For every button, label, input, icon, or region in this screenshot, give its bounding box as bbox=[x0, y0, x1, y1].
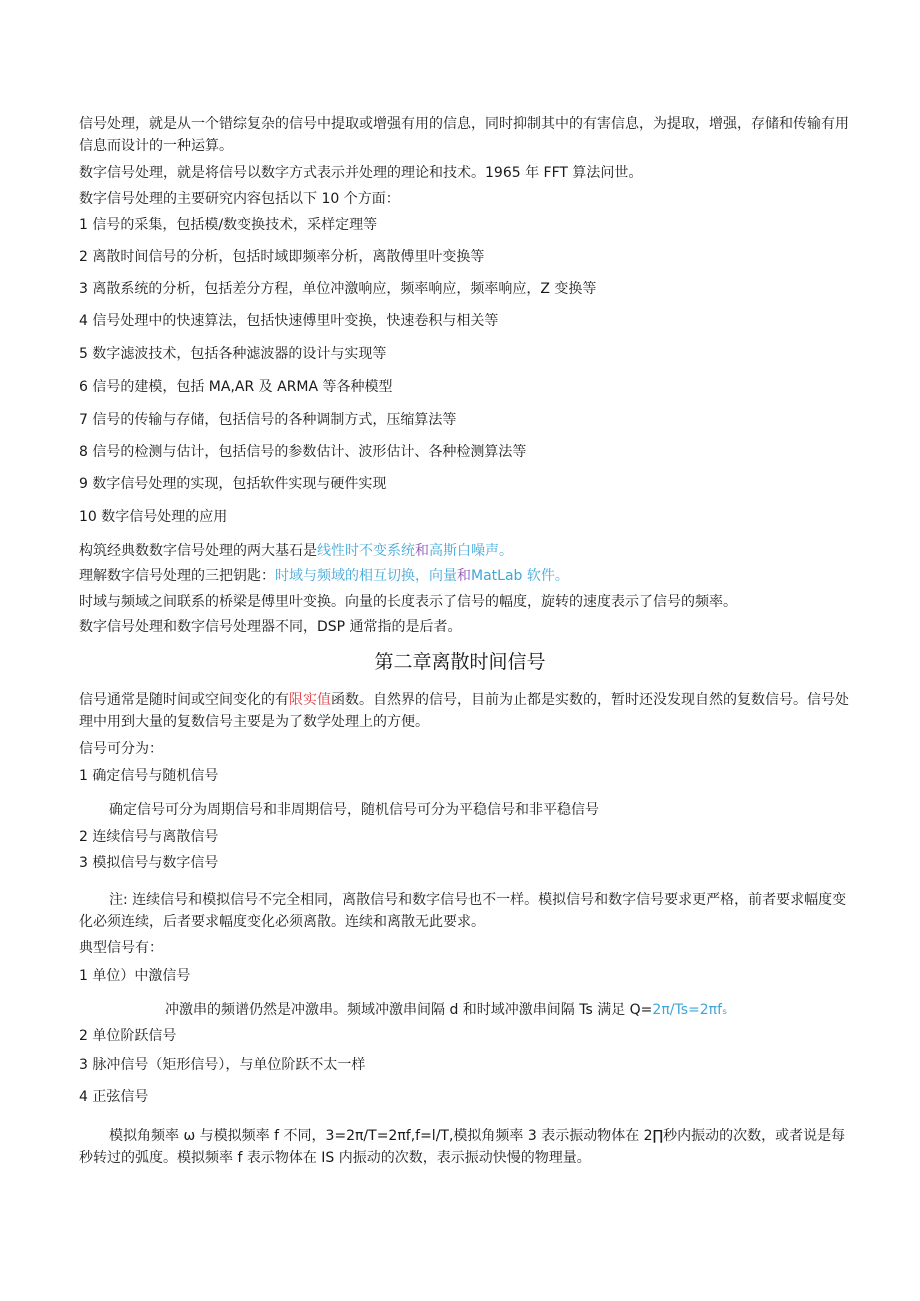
keys-term-domain: 时域与频域的相互切换，向量 bbox=[275, 568, 457, 584]
chapter-2-title: 第二章离散时间信号 bbox=[374, 651, 546, 673]
foundations-term-noise: 高斯白噪声。 bbox=[429, 543, 513, 559]
topic-item: 10 数字信号处理的应用 bbox=[79, 509, 228, 525]
chapter2-paragraph-1 bbox=[79, 689, 851, 733]
signal-note-paragraph: 注: 连续信号和模拟信号不完全相同，离散信号和数字信号也不一样。模拟信号和数字信号要求更严格，前者要求幅度变化必须连续，后者要求幅度变化必须离散。连续和离散无此要求。 bbox=[79, 892, 847, 930]
impulse-train-text: 冲激串的频谱仍然是冲激串。频域冲激串间隔 d 和时域冲激串间隔 Ts 满足 Q= bbox=[165, 1002, 653, 1018]
sine-paragraph: 模拟角频率 ω 与模拟频率 f 不同，3=2π/T=2πf,f=l/T,模拟角频率 3 表示振动物体在 2∏秒内振动的次数，或者说是每秒转过的弧度。模拟频率 f 表示物体在 IS 内振动的次数，表示振动快慢的物理量。 bbox=[79, 1128, 846, 1166]
topic-item: 1 信号的采集，包括模/数变换技术，采样定理等 bbox=[79, 217, 378, 233]
impulse-formula: 2π/Ts=2πfₛ bbox=[652, 1002, 728, 1018]
intro-paragraph-3: 数字信号处理的主要研究内容包括以下 10 个方面： bbox=[79, 191, 400, 207]
class-1-detail: 确定信号可分为周期信号和非周期信号，随机信号可分为平稳信号和非平稳信号 bbox=[109, 802, 599, 818]
typical-label: 典型信号有： bbox=[79, 940, 163, 956]
topic-item: 3 离散系统的分析，包括差分方程，单位冲激响应，频率响应，频率响应，Z 变换等 bbox=[79, 281, 597, 297]
foundations-line bbox=[79, 541, 849, 561]
foundations-prefix: 构筑经典数数字信号处理的两大基石是 bbox=[79, 543, 317, 559]
topic-item: 6 信号的建模，包括 MA,AR 及 ARMA 等各种模型 bbox=[79, 379, 393, 395]
intro-paragraph-1: 信号处理，就是从一个错综复杂的信号中提取或增强有用的信息，同时抑制其中的有害信息，为提取，增强，存储和传输有用信息而设计的一种运算。 bbox=[79, 116, 849, 154]
class-item: 3 模拟信号与数字信号 bbox=[79, 855, 219, 871]
foundations-and: 和 bbox=[415, 543, 429, 559]
topic-item: 5 数字滤波技术，包括各种滤波器的设计与实现等 bbox=[79, 346, 387, 362]
classify-label: 信号可分为： bbox=[79, 741, 163, 757]
keys-term-matlab: MatLab 软件。 bbox=[471, 568, 569, 584]
typical-item: 2 单位阶跃信号 bbox=[79, 1028, 177, 1044]
foundations-term-lti: 线性时不变系统 bbox=[317, 543, 415, 559]
typical-item: 1 单位）中激信号 bbox=[79, 968, 191, 984]
impulse-train-line bbox=[165, 1000, 865, 1020]
bridge-line: 时域与频域之间联系的桥梁是傅里叶变换。向量的长度表示了信号的幅度，旋转的速度表示了信号的频率。 bbox=[79, 594, 737, 610]
keys-prefix: 理解数字信号处理的三把钥匙： bbox=[79, 568, 275, 584]
topic-item: 8 信号的检测与估计，包括信号的参数估计、波形估计、各种检测算法等 bbox=[79, 444, 527, 460]
ch2-p1-suffix: 函数。自然界的信号，目前为止都是实数的，暂时还没发现自然的复数信号。信号处理中用到大量的复数信号主要是为了数学处理上的方便。 bbox=[79, 692, 849, 730]
keys-line bbox=[79, 566, 849, 586]
typical-item: 3 脉冲信号（矩形信号），与单位阶跃不太一样 bbox=[79, 1057, 366, 1073]
topic-item: 2 离散时间信号的分析，包括时域即频率分析，离散傅里叶变换等 bbox=[79, 249, 485, 265]
keys-and: 和 bbox=[457, 568, 471, 584]
ch2-p1-prefix: 信号通常是随时间或空间变化的有 bbox=[79, 692, 289, 708]
ch2-p1-highlight: 限实值 bbox=[289, 692, 331, 708]
topic-item: 7 信号的传输与存储，包括信号的各种调制方式，压缩算法等 bbox=[79, 412, 457, 428]
topic-item: 4 信号处理中的快速算法，包括快速傅里叶变换，快速卷积与相关等 bbox=[79, 313, 499, 329]
class-item: 1 确定信号与随机信号 bbox=[79, 768, 219, 784]
dsp-note-line: 数字信号处理和数字信号处理器不同，DSP 通常指的是后者。 bbox=[79, 619, 462, 635]
class-item: 2 连续信号与离散信号 bbox=[79, 829, 219, 845]
typical-item: 4 正弦信号 bbox=[79, 1089, 149, 1105]
intro-paragraph-2: 数字信号处理，就是将信号以数字方式表示并处理的理论和技术。1965 年 FFT 算法问世。 bbox=[79, 165, 643, 181]
topic-item: 9 数字信号处理的实现，包括软件实现与硬件实现 bbox=[79, 476, 387, 492]
